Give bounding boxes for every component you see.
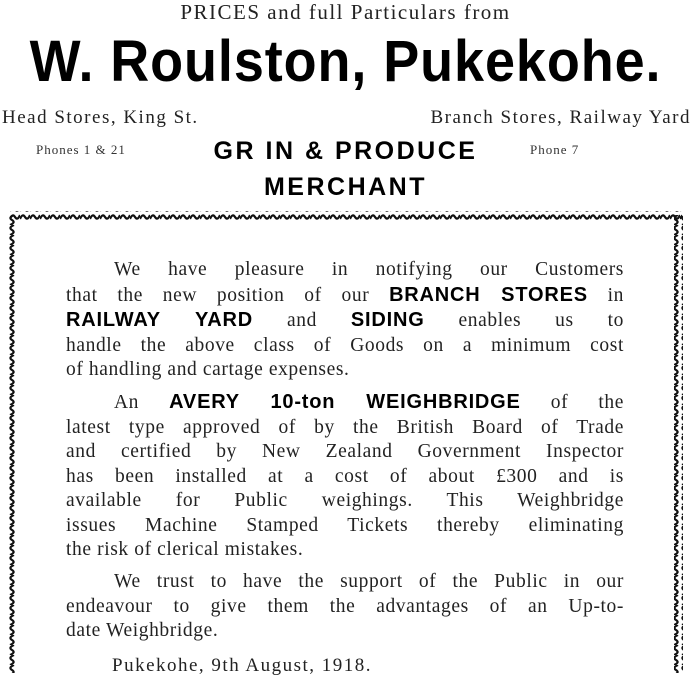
border-left	[8, 215, 17, 673]
dateline: Pukekohe, 9th August, 1918.	[112, 655, 373, 676]
head-stores-phones: Phones 1 & 21	[36, 142, 126, 157]
border-top	[10, 211, 682, 220]
p1-line2-text: that the new position of our	[66, 284, 390, 306]
border-right	[674, 215, 683, 673]
branch-stores-phone: Phone 7	[530, 142, 580, 157]
merchant-name-title: W. Roulston, Pukekohe.	[29, 29, 662, 94]
p1-line3-end: enables us to	[424, 310, 625, 331]
p1-line5: of handling and cartage expenses.	[66, 359, 350, 380]
branch-stores-address: Branch Stores, Railway Yard	[430, 107, 691, 128]
p2-line7: the risk of clerical mistakes.	[66, 539, 304, 560]
paragraph-weighbridge	[66, 390, 624, 563]
p1-line3-and: and	[253, 310, 351, 331]
head-stores-address: Head Stores, King St.	[2, 107, 199, 128]
p1-line2	[66, 283, 624, 309]
highlight-siding: SIDING	[350, 309, 425, 331]
trade-heading-line2: MERCHANT	[263, 173, 428, 201]
p3-line2: endeavour to give them the advantages of an Up-to-	[66, 595, 624, 617]
p2-line3: and certified by New Zealand Government Inspector	[66, 441, 624, 462]
trade-heading-line1: GR IN & PRODUCE	[213, 137, 478, 165]
p3-line1: We trust to have the support of the Public in our	[114, 571, 624, 592]
highlight-railway-yard: RAILWAY YARD	[66, 309, 254, 331]
p2-line5: available for Public weighings. This Weighbridge	[66, 490, 624, 511]
paragraph-support	[66, 570, 624, 644]
p2-line2: latest type approved of by the British Board of Trade	[66, 416, 624, 438]
p1-line2-end: in	[587, 284, 624, 306]
highlight-avery-weighbridge: AVERY 10-ton WEIGHBRIDGE	[169, 391, 521, 413]
paragraph-branch-stores	[66, 258, 624, 383]
p1-line4: handle the above class of Goods on a minimum cost	[66, 334, 624, 356]
p2-line1	[66, 390, 624, 416]
p1-line1: We have pleasure in notifying our Customers	[114, 259, 624, 280]
p2-line1-end: of the	[520, 392, 624, 413]
p3-line3: date Weighbridge.	[66, 620, 219, 641]
p2-line1-start: An	[114, 392, 170, 413]
prices-line: PRICES and full Particulars from	[180, 0, 511, 24]
p2-line4: has been installed at a cost of about £300 and is	[66, 465, 624, 487]
highlight-branch-stores: BRANCH STORES	[389, 283, 588, 306]
p2-line6: issues Machine Stamped Tickets thereby eliminating	[66, 514, 624, 536]
p1-line3	[66, 308, 624, 334]
